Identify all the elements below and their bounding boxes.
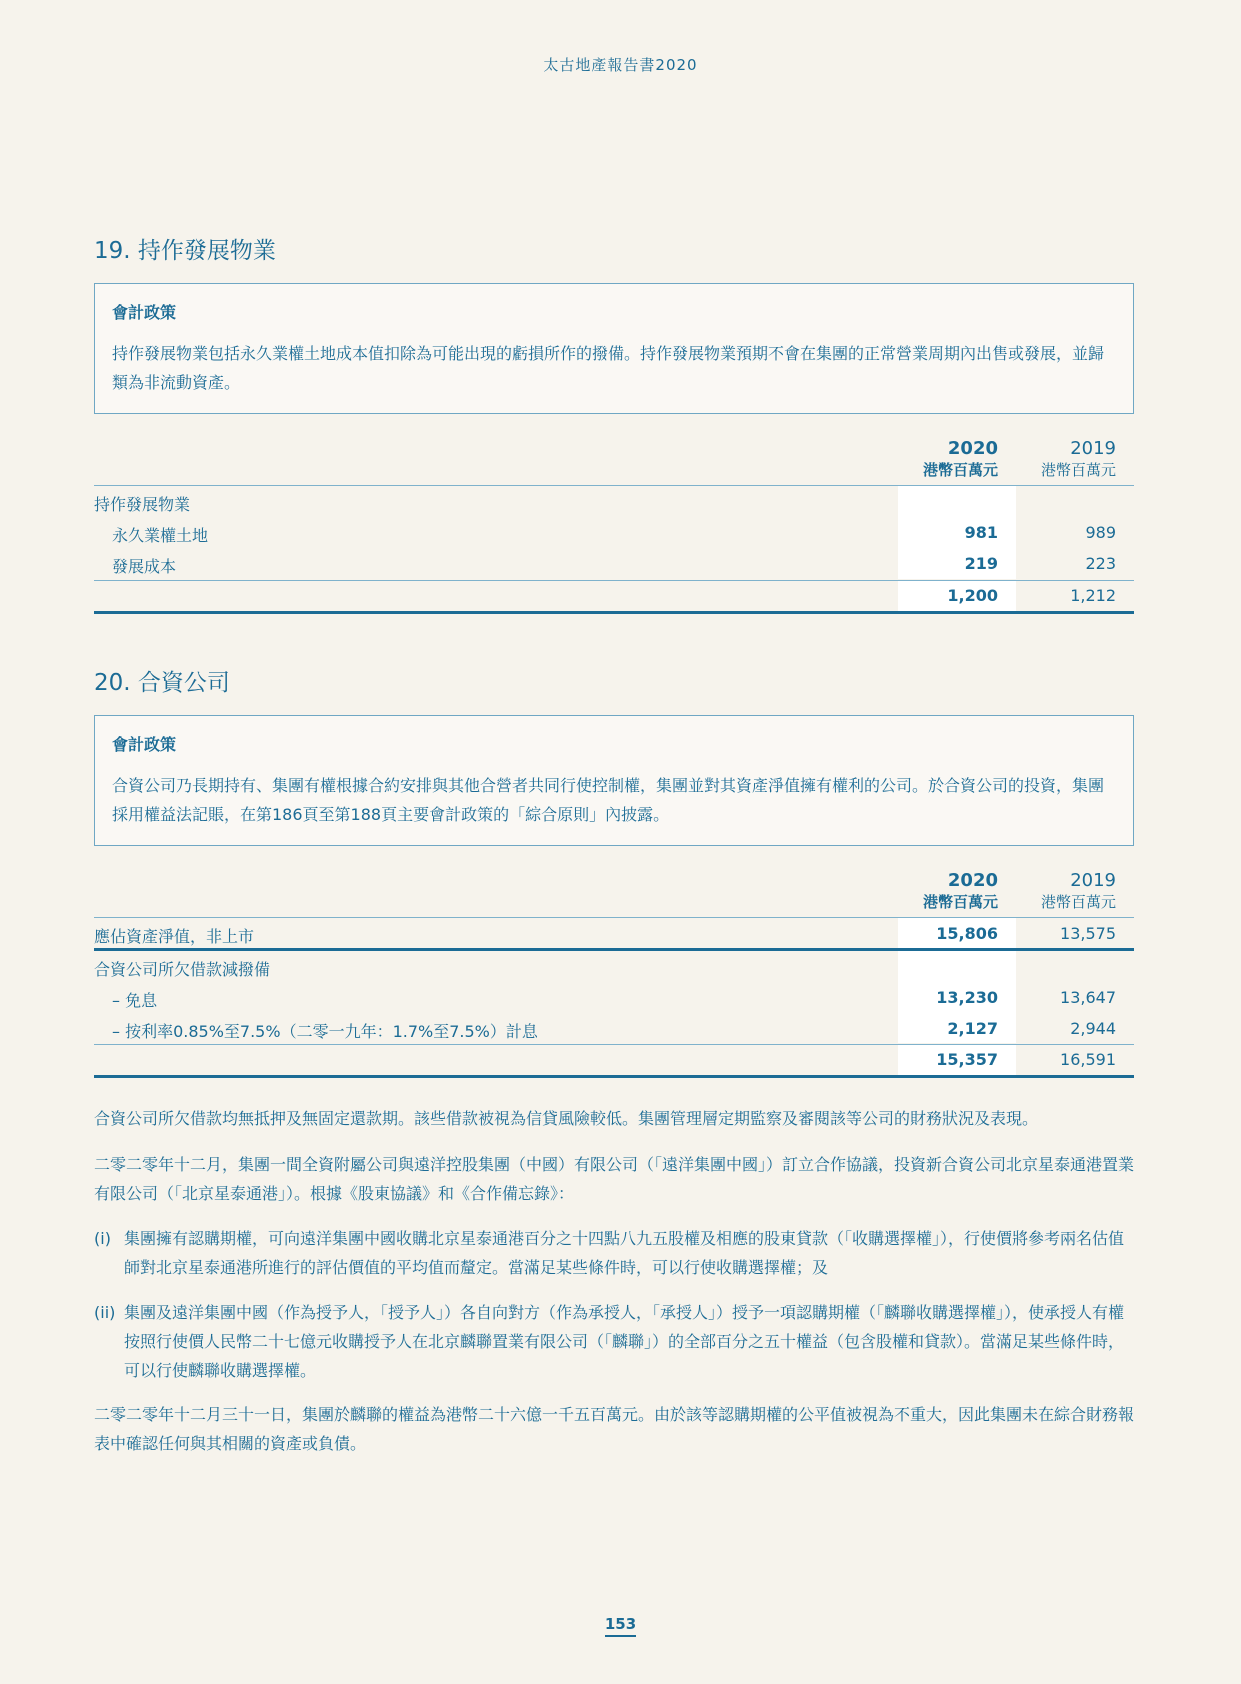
column-header-2019: 2019 港幣百萬元 bbox=[1040, 870, 1116, 911]
list-item bbox=[94, 1298, 1134, 1385]
section-20-title: 20. 合資公司 bbox=[94, 670, 230, 696]
value-2020: 981 bbox=[964, 523, 998, 542]
paragraph: 二零二零年十二月三十一日，集團於麟聯的權益為港幣二十六億一千五百萬元。由於該等認購期權的公平值被視為不重大，因此集團未在綜合財務報表中確認任何與其相關的資產或負債。 bbox=[94, 1405, 1135, 1453]
column-header-2019: 2019 港幣百萬元 bbox=[1040, 438, 1116, 479]
row-label: – 按利率0.85%至7.5%（二零一九年：1.7%至7.5%）計息 bbox=[112, 1022, 538, 1041]
list-marker: (ii) bbox=[94, 1303, 116, 1322]
policy-text: 持作發展物業包括永久業權土地成本值扣除為可能出現的虧損所作的撥備。持作發展物業預期不會在集團的正常營業周期內出售或發展，並歸類為非流動資產。 bbox=[112, 344, 1105, 392]
section-20-policy-box bbox=[94, 715, 1134, 846]
section-19-title: 19. 持作發展物業 bbox=[94, 238, 276, 264]
value-2020: 219 bbox=[964, 554, 998, 573]
row-label: 發展成本 bbox=[112, 557, 177, 576]
total-rule bbox=[94, 1075, 1134, 1078]
table-group-row bbox=[94, 951, 1134, 982]
value-2020: 15,806 bbox=[936, 924, 998, 943]
section-19-policy-box bbox=[94, 283, 1134, 414]
page-number: 153 bbox=[0, 1615, 1241, 1633]
list-text: 集團擁有認購期權，可向遠洋集團中國收購北京星泰通港百分之十四點八九五股權及相應的股東貸款（「收購選擇權」），行使價將參考兩名估值師對北京星泰通港所進行的評估價值的平均值而釐定。當滿足某些條件時，可以行使收購選擇權；及 bbox=[124, 1229, 1125, 1277]
running-title: 太古地產報告書2020 bbox=[543, 56, 698, 74]
value-2019: 13,647 bbox=[1060, 988, 1116, 1007]
value-2020: 13,230 bbox=[936, 988, 998, 1007]
value-2019: 13,575 bbox=[1060, 924, 1116, 943]
section-20-table bbox=[94, 868, 1134, 1080]
value-2020: 2,127 bbox=[947, 1019, 998, 1038]
policy-heading: 會計政策 bbox=[112, 303, 177, 322]
total-2020: 15,357 bbox=[936, 1050, 998, 1069]
list-marker: (i) bbox=[94, 1229, 111, 1248]
value-2019: 2,944 bbox=[1070, 1019, 1116, 1038]
row-label: 合資公司所欠借款減撥備 bbox=[94, 960, 271, 979]
column-header-2020: 2020 港幣百萬元 bbox=[922, 870, 998, 911]
table-row bbox=[94, 1013, 1134, 1044]
total-2019: 16,591 bbox=[1060, 1050, 1116, 1069]
table-group-row bbox=[94, 486, 1134, 517]
total-rule bbox=[94, 611, 1134, 614]
row-label: 持作發展物業 bbox=[94, 495, 191, 514]
policy-heading: 會計政策 bbox=[112, 735, 177, 754]
policy-text: 合資公司乃長期持有、集團有權根據合約安排與其他合營者共同行使控制權，集團並對其資產淨值擁有權利的公司。於合資公司的投資，集團採用權益法記賬，在第186頁至第188頁主要會計政策的「綜合原則」內披露。 bbox=[112, 776, 1105, 824]
paragraph: 二零二零年十二月，集團一間全資附屬公司與遠洋控股集團（中國）有限公司（「遠洋集團中國」）訂立合作協議，投資新合資公司北京星泰通港置業有限公司（「北京星泰通港」）。根據《股東協議》和《合作備忘錄》： bbox=[94, 1155, 1135, 1203]
row-label: – 免息 bbox=[112, 991, 158, 1010]
table-row bbox=[94, 982, 1134, 1013]
value-2019: 989 bbox=[1085, 523, 1116, 542]
list-text: 集團及遠洋集團中國（作為授予人，「授予人」）各自向對方（作為承授人，「承授人」）授予一項認購期權（「麟聯收購選擇權」），使承授人有權按照行使價人民幣二十七億元收購授予人在北京麟聯置業有限公司（「麟聯」）的全部百分之五十權益（包含股權和貸款）。當滿足某些條件時，可以行使麟聯收購選擇權。 bbox=[124, 1303, 1125, 1380]
table-row bbox=[94, 517, 1134, 548]
paragraph: 合資公司所欠借款均無抵押及無固定還款期。該些借款被視為信貸風險較低。集團管理層定期監察及審閱該等公司的財務狀況及表現。 bbox=[94, 1109, 1039, 1128]
section-19-table bbox=[94, 436, 1134, 616]
column-header-2020: 2020 港幣百萬元 bbox=[922, 438, 998, 479]
table-total-row bbox=[94, 1044, 1134, 1075]
table-header bbox=[94, 870, 1134, 916]
table-row bbox=[94, 918, 1134, 949]
value-2019: 223 bbox=[1085, 554, 1116, 573]
list-item bbox=[94, 1224, 1134, 1282]
table-total-row bbox=[94, 580, 1134, 611]
row-label: 應佔資產淨值，非上市 bbox=[94, 927, 255, 946]
total-2020: 1,200 bbox=[947, 586, 998, 605]
row-label: 永久業權土地 bbox=[112, 526, 209, 545]
table-header bbox=[94, 438, 1134, 484]
total-2019: 1,212 bbox=[1070, 586, 1116, 605]
table-row bbox=[94, 548, 1134, 579]
